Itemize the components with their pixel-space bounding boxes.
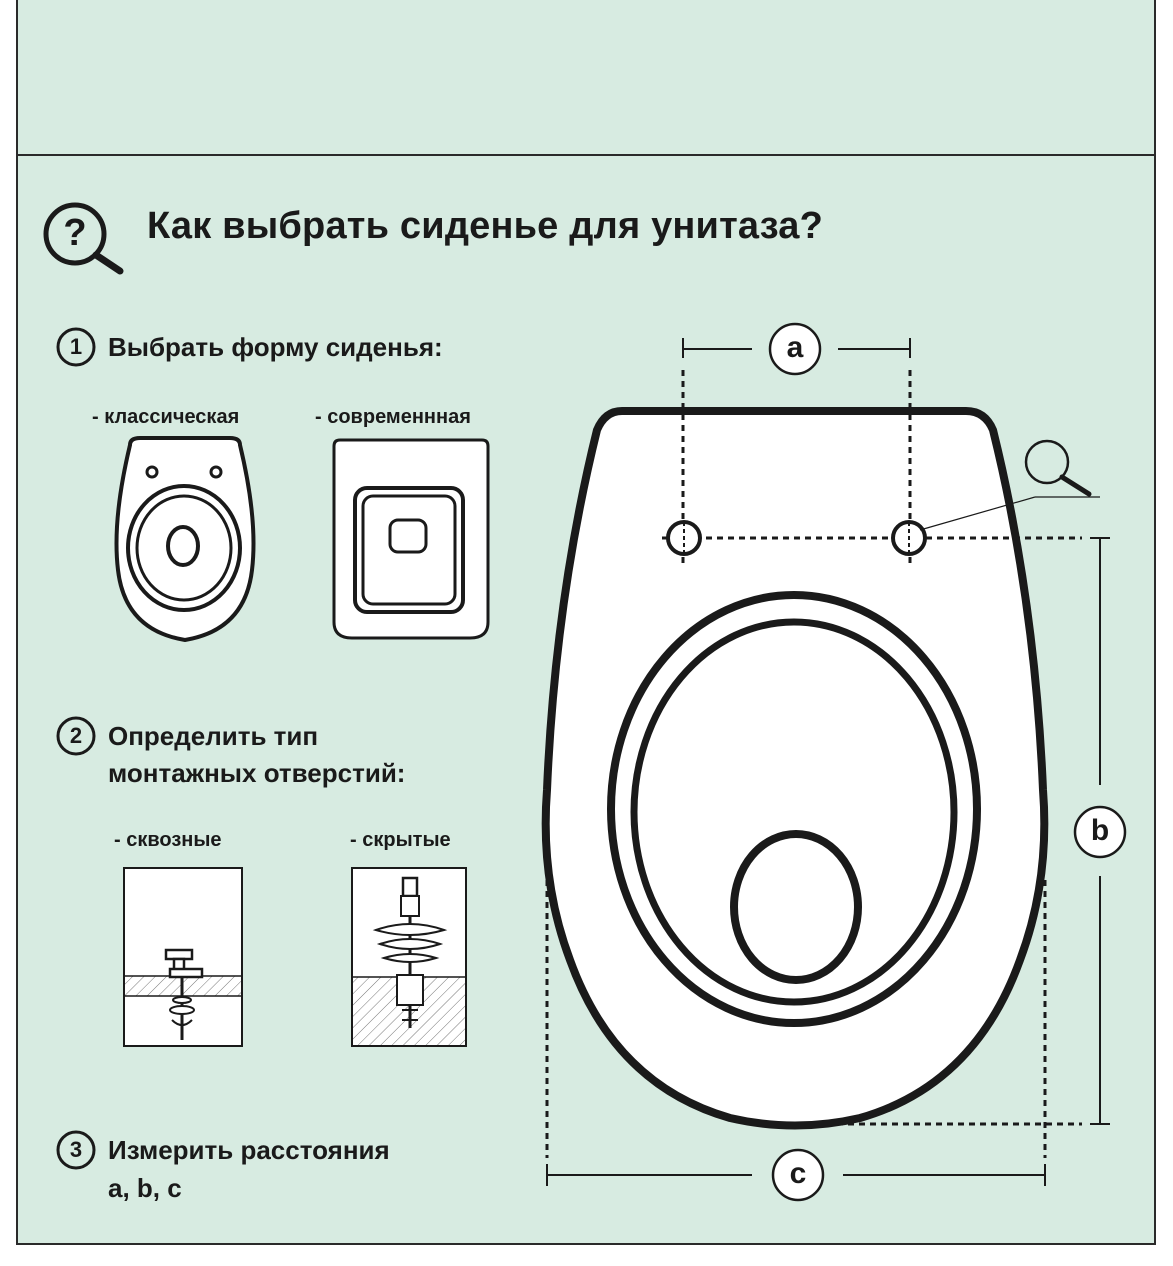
shape-modern-label: - современнная: [315, 406, 471, 428]
step-2-number: 2: [69, 723, 83, 748]
dimension-b-label: b: [1090, 814, 1110, 847]
step-3-number: 3: [69, 1137, 83, 1162]
modern-seat-illustration: [334, 440, 488, 638]
step-2-label-line2: монтажных отверстий:: [108, 758, 406, 788]
question-mark-glyph: ?: [63, 212, 87, 254]
dimension-a-label: a: [786, 331, 804, 364]
hidden-mount-illustration: [352, 868, 466, 1046]
step-3-label-line1: Измерить расстояния: [108, 1135, 390, 1165]
shape-classic-label: - классическая: [92, 406, 240, 428]
page-title: Как выбрать сиденье для унитаза?: [147, 205, 824, 247]
step-1-number: 1: [69, 334, 83, 359]
dimension-c-label: c: [789, 1157, 807, 1190]
magnifier-icon: [1026, 441, 1089, 494]
step-1-label: Выбрать форму сиденья:: [108, 332, 443, 362]
through-hole-mount-illustration: [124, 868, 242, 1046]
hole-through-label: - сквозные: [114, 829, 222, 851]
classic-seat-illustration: [117, 438, 254, 640]
large-seat-diagram: [546, 411, 1045, 1126]
hole-hidden-label: - скрытые: [350, 829, 451, 851]
step-3-label-line2: a, b, c: [108, 1173, 182, 1203]
step-2-label-line1: Определить тип: [108, 721, 319, 751]
